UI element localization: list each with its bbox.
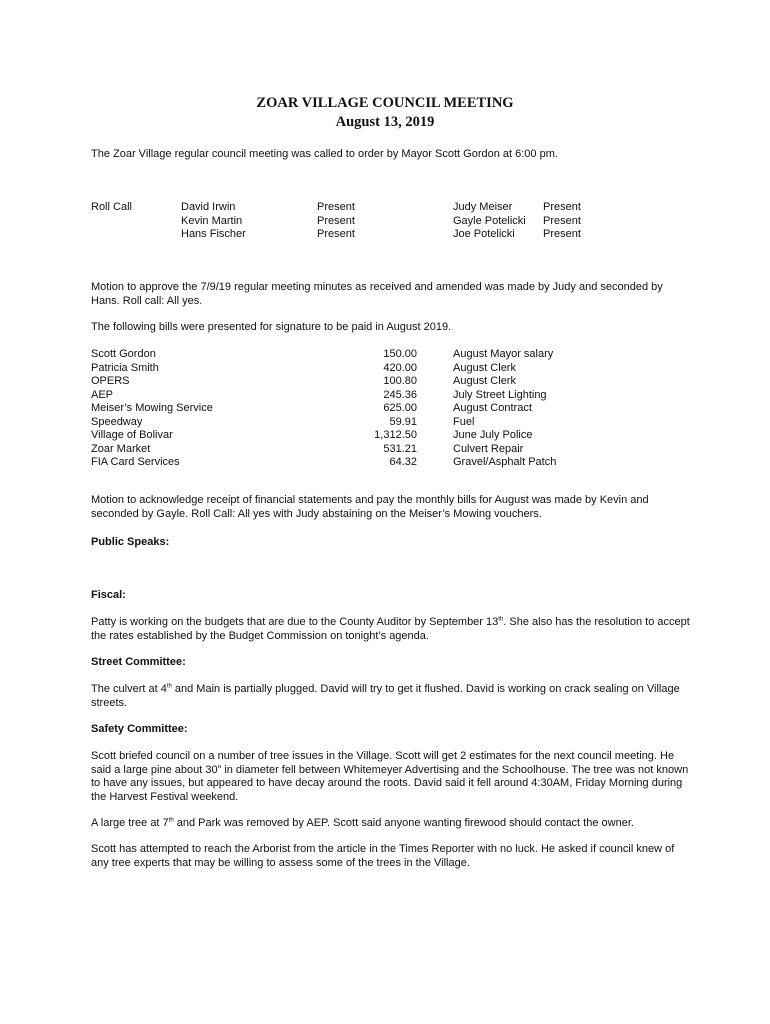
ordinal-suffix: th (168, 817, 174, 824)
bill-payee: Speedway (91, 415, 143, 428)
roll-call-status-right (543, 201, 581, 242)
public-speaks-heading: Public Speaks: (91, 536, 170, 548)
bill-amount: 245.36 (383, 388, 417, 401)
roll-call-status-left (317, 201, 355, 242)
bills-payees (91, 348, 213, 470)
safety-text: A large tree at 7 (91, 817, 169, 829)
bill-payee: Scott Gordon (91, 348, 156, 360)
bill-payee: Patricia Smith (91, 361, 159, 374)
document-title: ZOAR VILLAGE COUNCIL MEETING (256, 95, 514, 111)
bill-description: August Clerk (453, 361, 516, 374)
minutes-motion: Motion to approve the 7/9/19 regular meeting minutes as received and amended was made by Judy and seconded by Hans. Roll call: All yes. (91, 281, 663, 307)
bill-amount: 150.00 (383, 348, 417, 360)
safety-paragraph-1: Scott briefed council on a number of tree issues in the Village. Scott will get 2 estimates for the next council meeting. He said a large pine about 30” in diameter fell between Whitemeyer Advertising and the Schoolhouse. The tree was not known to have any issues, but appeared to have decay around the roots. David said it fell around 4:30AM, Friday Morning during the Harvest Festival weekend. (91, 750, 689, 803)
ordinal-suffix: th (166, 683, 172, 690)
member-name: Kevin Martin (181, 214, 243, 227)
bill-amount: 1,312.50 (374, 429, 417, 441)
bill-description: August Contract (453, 402, 532, 414)
bill-payee: OPERS (91, 375, 130, 387)
member-name: David Irwin (181, 201, 236, 213)
bill-amount: 59.91 (389, 415, 417, 428)
member-name: Hans Fischer (181, 228, 246, 240)
safety-text: and Park was removed by AEP. Scott said anyone wanting firewood should contact the owner. (173, 817, 634, 829)
bills-intro: The following bills were presented for signature to be paid in August 2019. (91, 321, 452, 333)
bill-amount: 420.00 (383, 361, 417, 374)
bill-description: June July Police (453, 429, 533, 441)
member-status: Present (317, 201, 355, 213)
bill-description: Fuel (453, 415, 475, 428)
bill-description: August Mayor salary (453, 348, 554, 360)
street-text: and Main is partially plugged. David will try to get it flushed. David is working on crack sealing on Village streets. (91, 683, 680, 709)
bill-amount: 64.32 (389, 456, 417, 468)
bill-payee: Zoar Market (91, 442, 151, 455)
bills-amounts (330, 348, 417, 470)
street-committee-heading: Street Committee: (91, 656, 186, 668)
member-name: Judy Meiser (453, 201, 513, 213)
ordinal-suffix: th (498, 616, 504, 623)
bill-description: Gravel/Asphalt Patch (453, 456, 557, 468)
member-name: Joe Potelicki (453, 228, 515, 240)
bill-amount: 531.21 (383, 442, 417, 455)
bill-amount: 100.80 (383, 375, 417, 387)
bill-description: August Clerk (453, 375, 516, 387)
bills-motion: Motion to acknowledge receipt of financial statements and pay the monthly bills for August was made by Kevin and seconded by Gayle. Roll Call: All yes with Judy abstaining on the Meiser’s Mowing vouchers. (91, 494, 649, 520)
fiscal-text: Patty is working on the budgets that are due to the County Auditor by September 13 (91, 616, 499, 628)
member-status: Present (317, 228, 355, 240)
bill-amount: 625.00 (383, 402, 417, 414)
safety-paragraph-2 (91, 817, 691, 831)
member-status: Present (543, 201, 581, 213)
safety-paragraph-3: Scott has attempted to reach the Arborist from the article in the Times Reporter with no luck. He asked if council knew of any tree experts that may be willing to assess some of the trees in the Village. (91, 843, 675, 869)
roll-call-names-right (453, 201, 526, 242)
intro-paragraph: The Zoar Village regular council meeting was called to order by Mayor Scott Gordon at 6:00 pm. (91, 148, 558, 160)
safety-committee-heading: Safety Committee: (91, 723, 188, 735)
member-name: Gayle Potelicki (453, 214, 526, 227)
member-status: Present (543, 214, 581, 227)
bill-payee: FIA Card Services (91, 456, 180, 468)
bills-descriptions (453, 348, 556, 470)
bill-payee: Meiser’s Mowing Service (91, 402, 213, 414)
bill-description: July Street Lighting (453, 388, 547, 401)
roll-call-names-left (181, 201, 246, 242)
roll-call-label: Roll Call (91, 201, 132, 213)
fiscal-heading: Fiscal: (91, 589, 126, 601)
bill-payee: Village of Bolivar (91, 429, 173, 441)
street-text: The culvert at 4 (91, 683, 167, 695)
bill-description: Culvert Repair (453, 442, 524, 455)
member-status: Present (543, 228, 581, 240)
meeting-date: August 13, 2019 (335, 114, 435, 130)
fiscal-paragraph (91, 616, 691, 643)
street-paragraph (91, 683, 691, 710)
fiscal-text: . She also has the resolution to accept the rates established by the Budget Commission on tonight’s agenda. (91, 616, 690, 642)
bill-payee: AEP (91, 388, 114, 401)
member-status: Present (317, 214, 355, 227)
